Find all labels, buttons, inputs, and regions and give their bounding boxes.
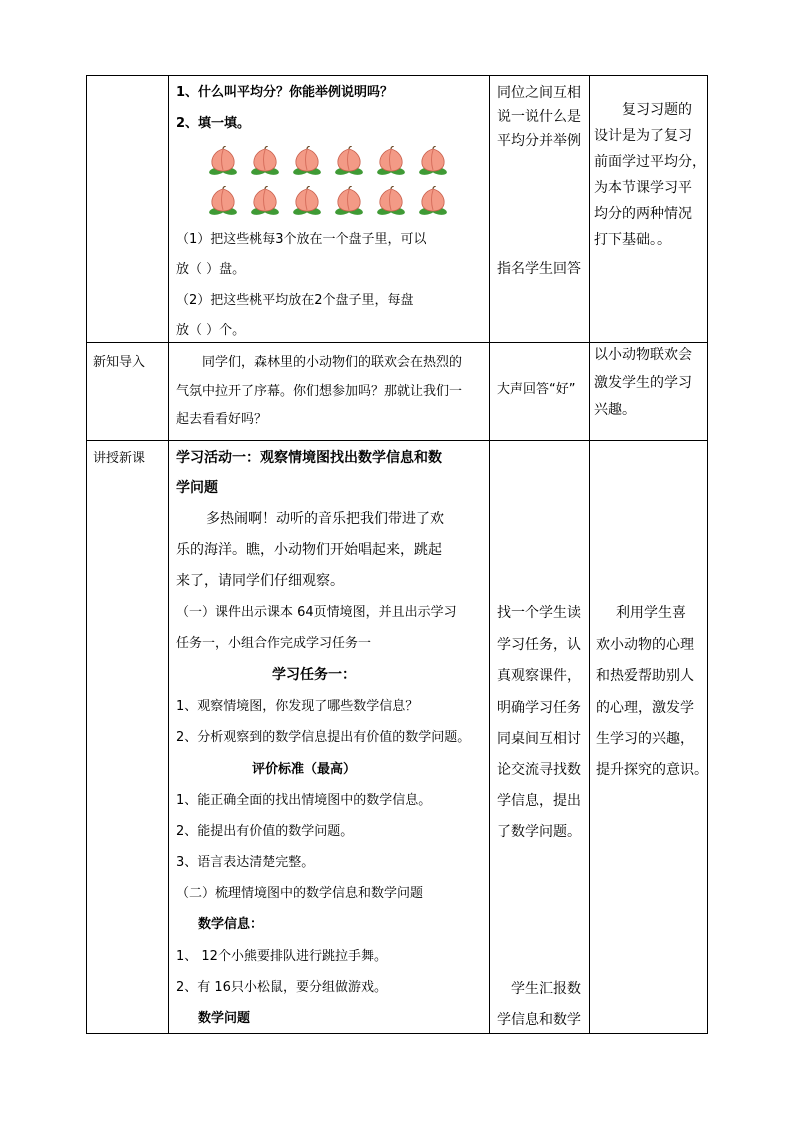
fill-item-2-line-1: （2）把这些桃平均放在2个盘子里，每盘 [176, 293, 414, 308]
review-question-2: 2、填一填。 [176, 116, 251, 131]
intro-text-line: 气氛中拉开了序幕。你们想参加吗？那就让我们一 [176, 384, 463, 399]
peach-icon [418, 146, 448, 176]
task-item: 2、分析观察到的数学信息提出有价值的数学问题。 [176, 730, 471, 745]
design-intent-line: 设计是为了复习 [594, 128, 692, 144]
math-info-item: 1、 12个小熊要排队进行跳拉手舞。 [176, 949, 387, 964]
math-info-item: 2、有 16只小松鼠，要分组做游戏。 [176, 980, 387, 995]
design-intent-line: 打下基础。。 [594, 232, 671, 248]
peach-icon [334, 146, 364, 176]
design-intent-line: 提升探究的意识。 [596, 762, 708, 778]
task-title: 学习任务一： [272, 667, 356, 683]
intro-student-response: 大声回答“好” [497, 382, 576, 397]
criteria-title: 评价标准（最高） [252, 762, 357, 777]
stage-label: 新知导入 [93, 355, 146, 370]
design-intent-line: 前面学过平均分， [594, 154, 706, 170]
design-intent-line: 为本节课学习平 [594, 180, 692, 196]
fill-item-2-line-2: 放（ ）个。 [176, 323, 246, 338]
math-question-title: 数学问题 [198, 1011, 251, 1026]
story-paragraph-line: 来了，请同学们仔细观察。 [176, 573, 344, 589]
student-activity-line: 平均分并举例 [497, 133, 581, 149]
activity-title-line: 学习活动一：观察情境图找出数学信息和数 [176, 450, 442, 466]
student-activity-line: 同位之间互相 [497, 85, 581, 101]
story-paragraph-line: 多热闹啊！动听的音乐把我们带进了欢 [206, 511, 444, 527]
design-intent-line: 生学习的兴趣， [596, 731, 694, 747]
student-activity-line: 同桌间互相讨 [497, 731, 581, 747]
column-divider [589, 75, 590, 1034]
peach-icon [208, 146, 238, 176]
peach-icon [376, 146, 406, 176]
student-activity-line: 说一说什么是 [497, 109, 581, 125]
table-right-border [707, 75, 708, 1034]
intro-text-line: 同学们，森林里的小动物们的联欢会在热烈的 [202, 355, 463, 370]
row-divider [86, 342, 708, 343]
task-item: 1、观察情境图，你发现了哪些数学信息？ [176, 699, 419, 714]
activity-title-line: 学问题 [176, 480, 218, 496]
peach-icon [250, 186, 280, 216]
peach-icon [292, 186, 322, 216]
peach-icon [376, 186, 406, 216]
design-intent-line: 利用学生喜 [616, 605, 686, 621]
student-activity-line: 学信息，提出 [497, 793, 581, 809]
peach-row-bottom [208, 186, 448, 216]
peach-icon [250, 146, 280, 176]
review-question-1: 1、什么叫平均分？你能举例说明吗？ [176, 85, 394, 100]
student-activity-line: 明确学习任务 [497, 700, 581, 716]
intro-text-line: 起去看看好吗？ [176, 412, 268, 427]
student-activity-line: 学习任务，认 [497, 637, 581, 653]
peach-icon [334, 186, 364, 216]
student-activity-line: 真观察课件， [497, 668, 581, 684]
peach-icon [418, 186, 448, 216]
fill-item-1-line-2: 放（ ）盘。 [176, 262, 246, 277]
criteria-item: 3、语言表达清楚完整。 [176, 855, 315, 870]
story-paragraph-line: 乐的海洋。瞧，小动物们开始唱起来，跳起 [176, 542, 442, 558]
fill-item-1-line-1: （1）把这些桃每3个放在一个盘子里，可以 [176, 232, 427, 247]
column-divider [168, 75, 169, 1034]
design-intent-line: 激发学生的学习 [594, 375, 692, 391]
stage-label: 讲授新课 [93, 451, 146, 466]
peach-icon [208, 186, 238, 216]
peach-row-top [208, 146, 448, 176]
criteria-item: 1、能正确全面的找出情境图中的数学信息。 [176, 793, 432, 808]
table-top-border [86, 75, 708, 76]
criteria-item: 2、能提出有价值的数学问题。 [176, 824, 354, 839]
step-one-line: （一）课件出示课本 64页情境图，并且出示学习 [176, 605, 457, 620]
step-one-line: 任务一，小组合作完成学习任务一 [176, 636, 372, 651]
row-divider [86, 440, 708, 441]
design-intent-line: 的心理，激发学 [596, 700, 694, 716]
design-intent-line: 兴趣。 [594, 402, 636, 418]
peach-icon [292, 146, 322, 176]
student-activity-line: 论交流寻找数 [497, 762, 581, 778]
design-intent-line: 均分的两种情况 [594, 206, 692, 222]
table-bottom-border [86, 1033, 708, 1034]
student-activity-line: 学生汇报数 [511, 981, 581, 997]
design-intent-line: 以小动物联欢会 [594, 347, 692, 363]
table-left-border [86, 75, 87, 1034]
design-intent-line: 欢小动物的心理 [596, 637, 694, 653]
design-intent-line: 和热爱帮助别人 [596, 668, 694, 684]
student-activity-line: 找一个学生读 [497, 605, 581, 621]
student-activity-line: 了数学问题。 [497, 824, 581, 840]
student-activity-line: 学信息和数学 [497, 1012, 581, 1028]
student-activity-line: 指名学生回答 [497, 261, 581, 277]
design-intent-line: 复习习题的 [622, 102, 692, 118]
step-two-line: （二）梳理情境图中的数学信息和数学问题 [176, 886, 424, 901]
math-info-title: 数学信息： [198, 917, 264, 932]
column-divider [489, 75, 490, 1034]
